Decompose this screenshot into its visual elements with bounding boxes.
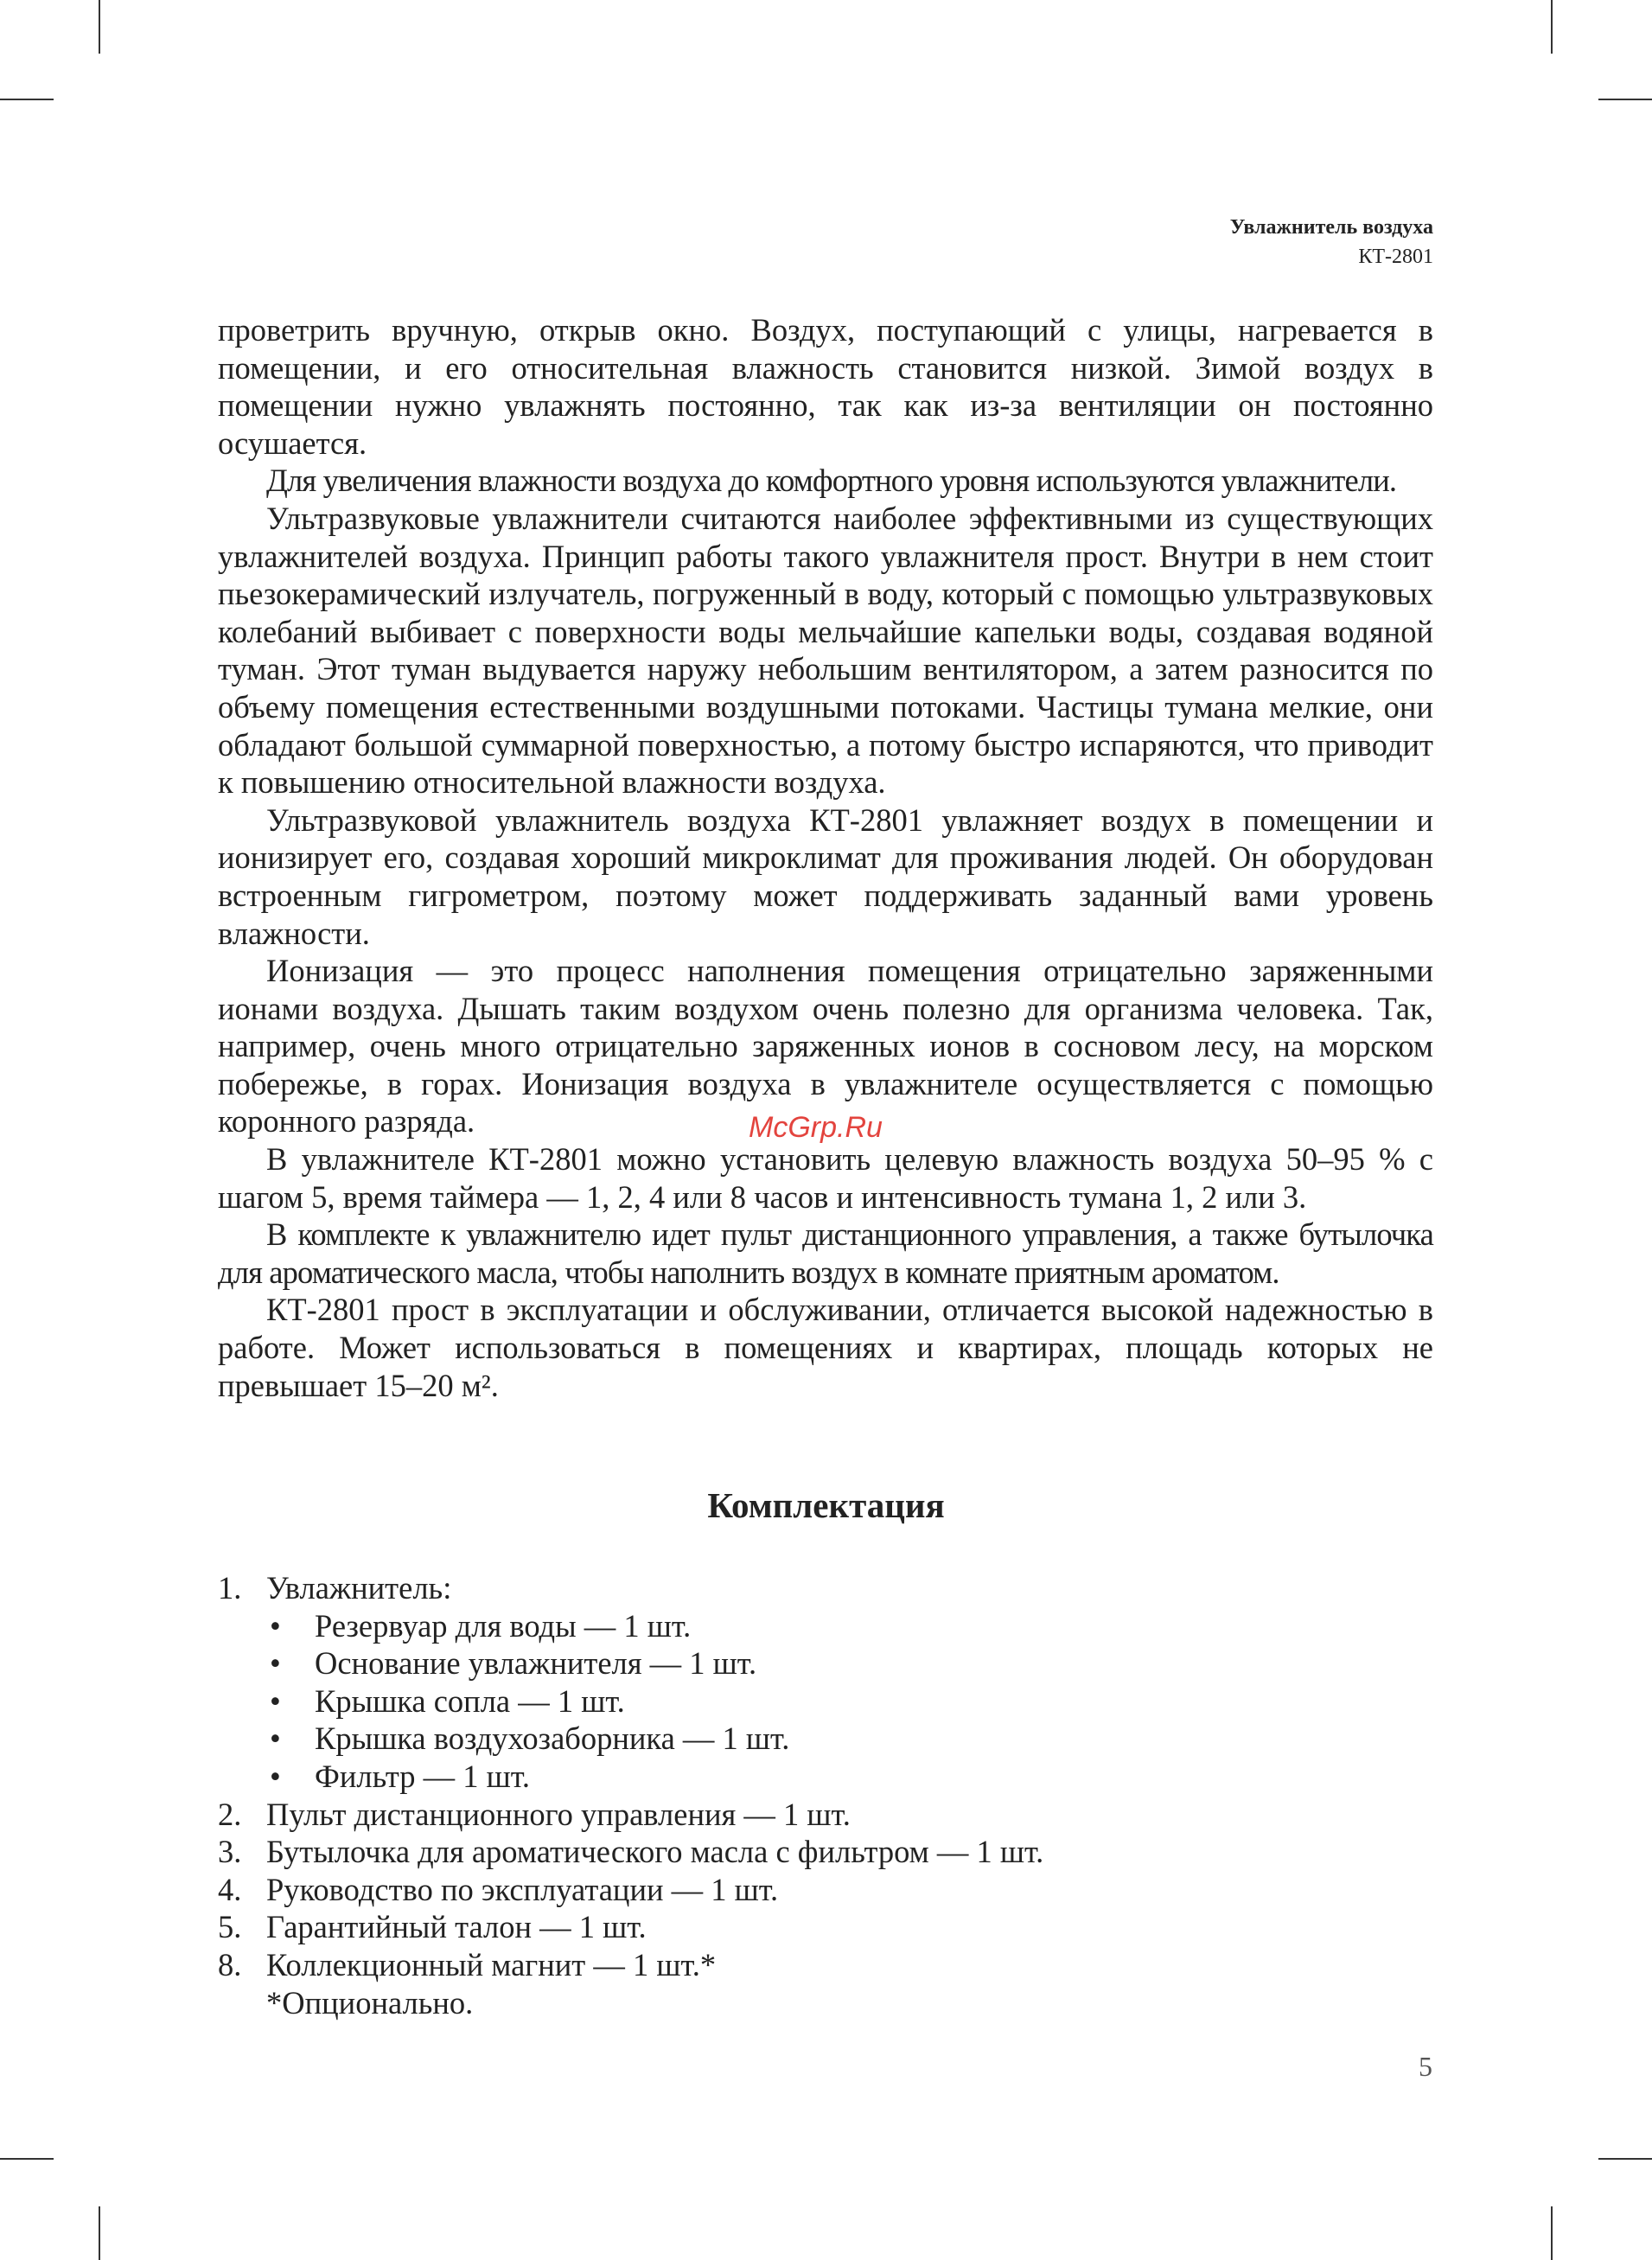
body-text xyxy=(218,311,1433,1404)
crop-mark xyxy=(1551,0,1553,54)
paragraph: Ультразвуковой увлажнитель воздуха КТ-2801 увлажняет воздух в помещении и ионизирует его, создавая хороший микроклимат для проживания людей. Он оборудован встроенным гигрометром, поэтому может поддерживать заданный вами уровень влажности. xyxy=(218,801,1433,951)
crop-mark xyxy=(0,99,54,100)
header-title: Увлажнитель воздуха xyxy=(1229,216,1433,239)
item-number: 3. xyxy=(218,1834,242,1870)
page-number: 5 xyxy=(1419,2051,1432,2082)
sub-item-text: Основание увлажнителя — 1 шт. xyxy=(315,1645,757,1682)
section-title: Комплектация xyxy=(707,1485,945,1525)
paragraph: проветрить вручную, открыв окно. Воздух, поступающий с улицы, нагревается в помещении, и его относительная влажность становится низкой. Зимой воздух в помещении нужно увлажнять постоянно, так как из-за вентиляции он постоянно осушается. xyxy=(218,312,1433,461)
running-header xyxy=(1230,213,1433,271)
item-number: 2. xyxy=(218,1796,242,1832)
header-model: КТ-2801 xyxy=(1358,246,1433,268)
watermark: McGrp.Ru xyxy=(749,1111,883,1144)
footnote: *Опционально. xyxy=(266,1984,474,2021)
paragraph: КТ-2801 прост в эксплуатации и обслуживании, отличается высокой надежностью в работе. Может использоваться в помещениях и квартирах, площадь которых не превышает 15–20 м². xyxy=(218,1292,1433,1403)
paragraph: Для увеличения влажности воздуха до комфортного уровня используются увлажнители. xyxy=(266,463,1397,499)
item-text: Коллекционный магнит — 1 шт.* xyxy=(266,1946,717,1982)
crop-mark xyxy=(1598,2158,1652,2160)
bullet: • xyxy=(270,1645,281,1682)
paragraph: В увлажнителе КТ-2801 можно установить целевую влажность воздуха 50–95 % с шагом 5, время таймера — 1, 2, 4 или 8 часов и интенсивность тумана 1, 2 или 3. xyxy=(218,1141,1433,1215)
paragraph: Ультразвуковые увлажнители считаются наиболее эффективными из существующих увлажнителей воздуха. Принцип работы такого увлажнителя прост. Внутри в нем стоит пьезокерамический излучатель, погруженный в воду, который с помощью ультразвуковых колебаний выбивает с поверхности воды мельчайшие капельки воды, создавая водяной туман. Этот туман выдувается наружу небольшим вентилятором, а затем разносится по объему помещения естественными воздушными потоками. Частицы тумана мелкие, они обладают большой суммарной поверхностью, а потому быстро испаряются, что приводит к повышению относительной влажности воздуха. xyxy=(218,500,1433,801)
crop-mark xyxy=(0,2158,54,2160)
sub-item-text: Резервуар для воды — 1 шт. xyxy=(315,1607,692,1644)
crop-mark xyxy=(1598,99,1652,100)
item-number: 4. xyxy=(218,1871,242,1907)
bullet: • xyxy=(270,1758,281,1794)
bullet: • xyxy=(270,1607,281,1644)
sub-item-text: Крышка сопла — 1 шт. xyxy=(315,1682,625,1719)
item-text: Руководство по эксплуатации — 1 шт. xyxy=(266,1871,779,1907)
paragraph: Ионизация — это процесс наполнения помещения отрицательно заряженными ионами воздуха. Дышать таким воздухом очень полезно для организма человека. Так, например, очень много отрицательно заряженных ионов в сосновом лесу, на морском побережье, в горах. Ионизация воздуха в увлажнителе осуществляется с помощью коронного разряда. xyxy=(218,953,1433,1140)
item-text: Бутылочка для ароматического масла с фильтром — 1 шт. xyxy=(266,1834,1044,1870)
bullet: • xyxy=(270,1682,281,1719)
bullet: • xyxy=(270,1721,281,1757)
item-number: 8. xyxy=(218,1946,242,1982)
crop-mark xyxy=(99,2206,100,2260)
item-number: 5. xyxy=(218,1909,242,1945)
crop-mark xyxy=(99,0,100,54)
sub-item-text: Фильтр — 1 шт. xyxy=(315,1758,531,1794)
item-text: Увлажнитель: xyxy=(266,1570,452,1606)
item-text: Пульт дистанционного управления — 1 шт. xyxy=(266,1796,851,1832)
paragraph: В комплекте к увлажнителю идет пульт дистанционного управления, а также бутылочка для ароматического масла, чтобы наполнить воздух в комнате приятным ароматом. xyxy=(218,1216,1433,1290)
crop-mark xyxy=(1551,2206,1553,2260)
sub-item-text: Крышка воздухозаборника — 1 шт. xyxy=(315,1721,790,1757)
item-number: 1. xyxy=(218,1570,242,1606)
item-text: Гарантийный талон — 1 шт. xyxy=(266,1909,647,1945)
